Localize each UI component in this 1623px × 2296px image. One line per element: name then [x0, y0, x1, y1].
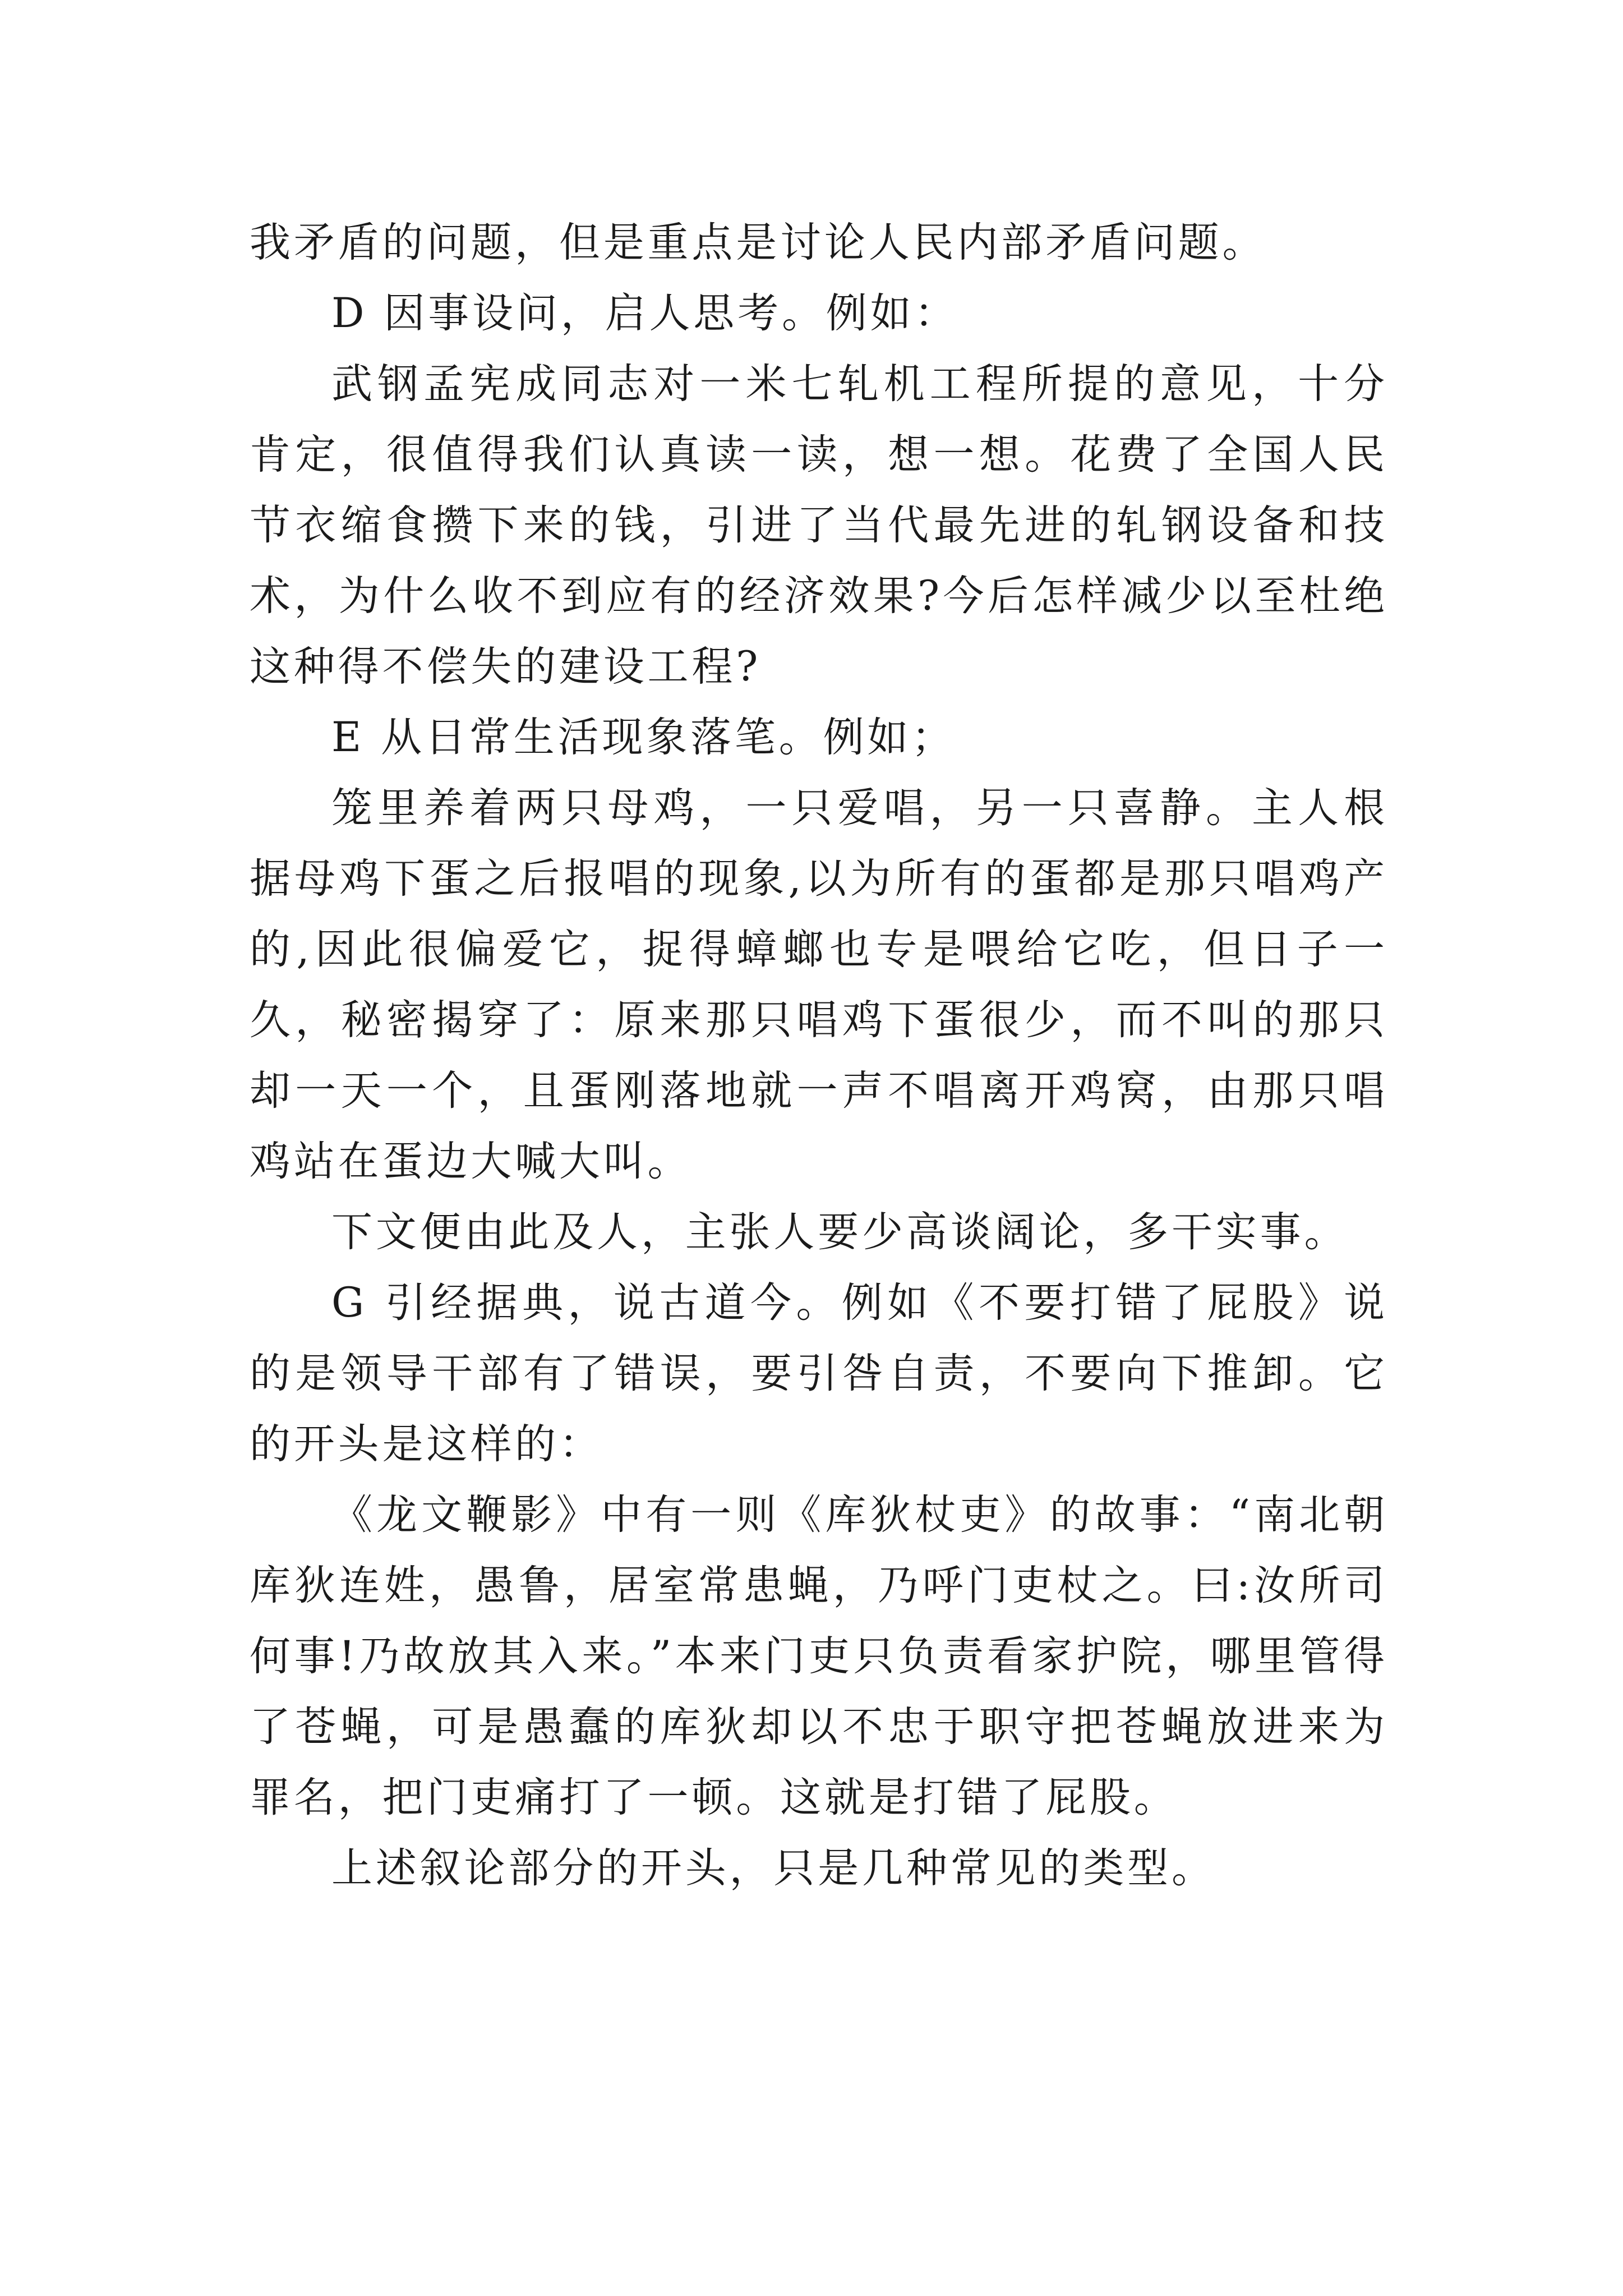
paragraph-5: 笼里养着两只母鸡，一只爱唱，另一只喜静。主人根据母鸡下蛋之后报唱的现象,以为所有的蛋都是那只唱鸡产的,因此很偏爱它，捉得蟑螂也专是喂给它吃，但日子一久，秘密揭穿了：原来那只唱鸡下蛋很少，而不叫的那只却一天一个，且蛋刚落地就一声不唱离开鸡窝，由那只唱鸡站在蛋边大喊大叫。 [250, 784, 1388, 1185]
paragraph-8: 《龙文鞭影》中有一则《库狄杖吏》的故事：“南北朝库狄连姓，愚鲁，居室常患蝇，乃呼门吏杖之。曰:汝所司何事!乃故放其入来。”本来门吏只负责看家护院，哪里管得了苍蝇，可是愚蠢的库狄却以不忠于职守把苍蝇放进来为罪名，把门吏痛打了一顿。这就是打错了屁股。 [250, 1491, 1388, 1821]
paragraph-9: 上述叙论部分的开头，只是几种常见的类型。 [331, 1844, 1216, 1892]
paragraph-1: 我矛盾的问题，但是重点是讨论人民内部矛盾问题。 [250, 219, 1267, 266]
body-text [250, 208, 1388, 1904]
paragraph-3: 武钢孟宪成同志对一米七轧机工程所提的意见，十分肯定，很值得我们认真读一读，想一想。花费了全国人民节衣缩食攒下来的钱，引进了当代最先进的轧钢设备和技术，为什么收不到应有的经济效果?今后怎样减少以至杜绝这种得不偿失的建设工程? [250, 360, 1388, 691]
paragraph-4: E 从日常生活现象落笔。例如； [331, 714, 956, 761]
paragraph-2: D 因事设问，启人思考。例如： [331, 289, 959, 337]
paragraph-6: 下文便由此及人，主张人要少高谈阔论，多干实事。 [331, 1208, 1349, 1256]
paragraph-7: G 引经据典，说古道今。例如《不要打错了屁股》说的是领导干部有了错误，要引咎自责，不要向下推卸。它的开头是这样的： [250, 1279, 1388, 1468]
